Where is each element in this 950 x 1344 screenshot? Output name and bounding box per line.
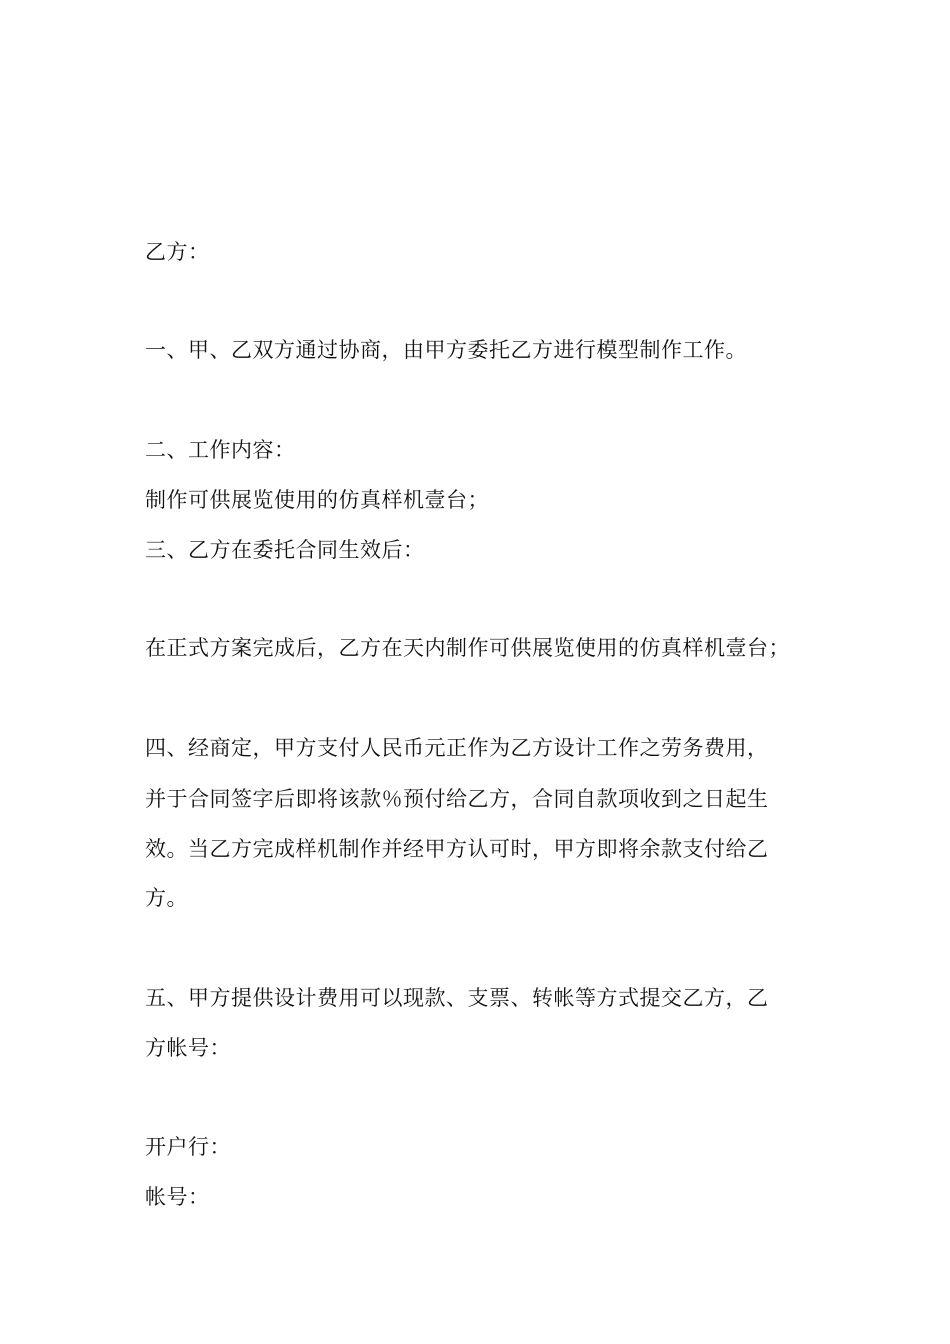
clause-4-line-3: 效。当乙方完成样机制作并经甲方认可时，甲方即将余款支付给乙 bbox=[145, 837, 769, 861]
party-b-label: 乙方： bbox=[145, 240, 210, 264]
clause-3-heading: 三、乙方在委托合同生效后： bbox=[145, 538, 425, 562]
clause-3-body: 在正式方案完成后，乙方在天内制作可供展览使用的仿真样机壹台； bbox=[145, 636, 790, 660]
clause-4-line-2: 并于合同签字后即将该款％预付给乙方，合同自款项收到之日起生 bbox=[145, 787, 769, 811]
account-label: 帐号： bbox=[145, 1185, 210, 1209]
clause-5-line-1: 五、甲方提供设计费用可以现款、支票、转帐等方式提交乙方，乙 bbox=[145, 986, 769, 1010]
clause-4-line-4: 方。 bbox=[145, 886, 188, 910]
clause-2-body: 制作可供展览使用的仿真样机壹台； bbox=[145, 488, 489, 512]
clause-2-heading: 二、工作内容： bbox=[145, 438, 296, 462]
bank-label: 开户行： bbox=[145, 1135, 231, 1159]
clause-4-line-1: 四、经商定，甲方支付人民币元正作为乙方设计工作之劳务费用， bbox=[145, 736, 769, 760]
clause-5-line-2: 方帐号： bbox=[145, 1036, 231, 1060]
clause-1: 一、甲、乙双方通过协商，由甲方委托乙方进行模型制作工作。 bbox=[145, 338, 747, 362]
